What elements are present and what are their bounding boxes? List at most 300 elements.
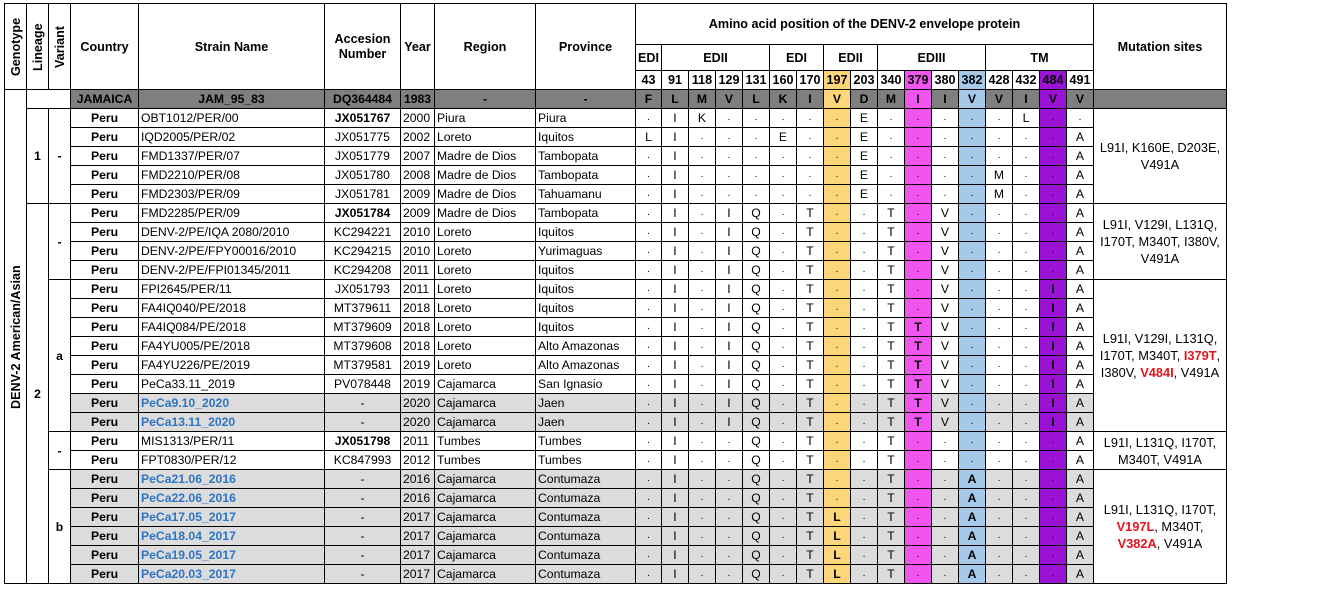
region-cell: Cajamarca bbox=[435, 508, 536, 527]
country-cell: Peru bbox=[71, 375, 139, 394]
aa-cell-91: I bbox=[662, 128, 689, 147]
aa-cell-118: K bbox=[689, 109, 716, 128]
strain-header: Strain Name bbox=[139, 4, 325, 90]
aa-cell-129: I bbox=[716, 318, 743, 337]
aa-cell-491: A bbox=[1067, 204, 1094, 223]
aa-cell-380: V bbox=[932, 242, 959, 261]
strain-cell: PeCa17.05_2017 bbox=[139, 508, 325, 527]
aa-cell-129: . bbox=[716, 185, 743, 204]
aa-cell-484: . bbox=[1040, 546, 1067, 565]
aa-cell-484: . bbox=[1040, 242, 1067, 261]
aa-cell-484: I bbox=[1040, 337, 1067, 356]
strain-cell: PeCa33.11_2019 bbox=[139, 375, 325, 394]
reference-aa-484: V bbox=[1040, 90, 1067, 109]
region-cell: Madre de Dios bbox=[435, 147, 536, 166]
aa-cell-432: . bbox=[1013, 470, 1040, 489]
aa-cell-432: . bbox=[1013, 489, 1040, 508]
aa-cell-43: L bbox=[636, 128, 662, 147]
strain-cell: MIS1313/PER/11 bbox=[139, 432, 325, 451]
domain-edi: EDI bbox=[770, 45, 824, 71]
aa-cell-129: I bbox=[716, 394, 743, 413]
aa-cell-428: . bbox=[986, 109, 1013, 128]
aa-cell-340: T bbox=[878, 565, 905, 584]
province-cell: Iquitos bbox=[536, 280, 636, 299]
genotype-header: Genotype bbox=[5, 4, 27, 90]
strain-cell: PeCa22.06_2016 bbox=[139, 489, 325, 508]
strain-cell: FMD1337/PER/07 bbox=[139, 147, 325, 166]
aa-cell-379: . bbox=[905, 470, 932, 489]
aa-cell-131: . bbox=[743, 147, 770, 166]
aa-cell-91: I bbox=[662, 223, 689, 242]
aa-cell-428: . bbox=[986, 508, 1013, 527]
country-cell: Peru bbox=[71, 280, 139, 299]
aa-cell-91: I bbox=[662, 242, 689, 261]
aa-cell-129: . bbox=[716, 128, 743, 147]
aa-cell-43: . bbox=[636, 394, 662, 413]
lineage-cell: 2 bbox=[27, 204, 49, 584]
aa-cell-203: . bbox=[851, 565, 878, 584]
aa-cell-170: T bbox=[797, 242, 824, 261]
year-cell: 2017 bbox=[401, 527, 435, 546]
aa-cell-340: T bbox=[878, 508, 905, 527]
region-cell: Piura bbox=[435, 109, 536, 128]
aa-cell-203: . bbox=[851, 223, 878, 242]
aa-cell-491: A bbox=[1067, 261, 1094, 280]
aa-cell-129: . bbox=[716, 489, 743, 508]
aa-cell-484: I bbox=[1040, 413, 1067, 432]
aa-cell-43: . bbox=[636, 337, 662, 356]
table-row bbox=[5, 337, 1227, 356]
aa-cell-340: . bbox=[878, 166, 905, 185]
aa-cell-203: . bbox=[851, 489, 878, 508]
aa-cell-197: . bbox=[824, 337, 851, 356]
year-cell: 2011 bbox=[401, 280, 435, 299]
aa-cell-203: . bbox=[851, 299, 878, 318]
aa-cell-382: A bbox=[959, 527, 986, 546]
aa-cell-491: A bbox=[1067, 147, 1094, 166]
aa-cell-118: . bbox=[689, 489, 716, 508]
aa-cell-340: T bbox=[878, 242, 905, 261]
aa-cell-428: . bbox=[986, 432, 1013, 451]
accession-cell: JX051767 bbox=[325, 109, 401, 128]
table-row bbox=[5, 565, 1227, 584]
country-cell: Peru bbox=[71, 109, 139, 128]
aa-cell-491: A bbox=[1067, 280, 1094, 299]
table-row bbox=[5, 546, 1227, 565]
aa-cell-203: . bbox=[851, 261, 878, 280]
province-cell: Contumaza bbox=[536, 470, 636, 489]
province-cell: Iquitos bbox=[536, 128, 636, 147]
aa-cell-131: Q bbox=[743, 204, 770, 223]
aa-cell-43: . bbox=[636, 565, 662, 584]
lineage-cell: 1 bbox=[27, 109, 49, 204]
aa-cell-340: T bbox=[878, 527, 905, 546]
province-cell: Contumaza bbox=[536, 565, 636, 584]
aa-cell-170: T bbox=[797, 527, 824, 546]
aa-cell-129: I bbox=[716, 413, 743, 432]
aa-cell-160: . bbox=[770, 185, 797, 204]
reference-aa-380: I bbox=[932, 90, 959, 109]
aa-cell-131: Q bbox=[743, 261, 770, 280]
mutation-text: , M340T, bbox=[1154, 519, 1204, 534]
aa-cell-379: T bbox=[905, 318, 932, 337]
aa-cell-340: . bbox=[878, 109, 905, 128]
reference-aa-160: K bbox=[770, 90, 797, 109]
region-cell: Cajamarca bbox=[435, 470, 536, 489]
table-row bbox=[5, 508, 1227, 527]
accession-cell: - bbox=[325, 508, 401, 527]
aa-cell-428: . bbox=[986, 356, 1013, 375]
aa-cell-170: T bbox=[797, 565, 824, 584]
aa-cell-382: A bbox=[959, 565, 986, 584]
table-row bbox=[5, 204, 1227, 223]
aa-cell-203: E bbox=[851, 128, 878, 147]
province-cell: Alto Amazonas bbox=[536, 356, 636, 375]
province-cell: Tambopata bbox=[536, 204, 636, 223]
table-row bbox=[5, 413, 1227, 432]
country-cell: Peru bbox=[71, 166, 139, 185]
aa-cell-428: M bbox=[986, 166, 1013, 185]
domain-edii: EDII bbox=[824, 45, 878, 71]
aa-cell-43: . bbox=[636, 508, 662, 527]
aa-cell-380: . bbox=[932, 508, 959, 527]
mutation-sites-cell bbox=[1094, 280, 1227, 432]
aa-cell-491: A bbox=[1067, 185, 1094, 204]
aa-cell-380: . bbox=[932, 470, 959, 489]
table-row bbox=[5, 147, 1227, 166]
region-cell: Madre de Dios bbox=[435, 204, 536, 223]
aa-cell-203: . bbox=[851, 337, 878, 356]
aa-cell-432: . bbox=[1013, 565, 1040, 584]
aa-cell-197: L bbox=[824, 527, 851, 546]
reference-strain: JAM_95_83 bbox=[139, 90, 325, 109]
aa-cell-43: . bbox=[636, 223, 662, 242]
aa-cell-340: T bbox=[878, 280, 905, 299]
aa-cell-170: T bbox=[797, 299, 824, 318]
country-cell: Peru bbox=[71, 299, 139, 318]
table-row bbox=[5, 261, 1227, 280]
country-cell: Peru bbox=[71, 147, 139, 166]
table-row bbox=[5, 280, 1227, 299]
aa-cell-170: T bbox=[797, 318, 824, 337]
reference-accession: DQ364484 bbox=[325, 90, 401, 109]
aa-cell-379: T bbox=[905, 337, 932, 356]
accession-cell: PV078448 bbox=[325, 375, 401, 394]
aa-cell-203: E bbox=[851, 185, 878, 204]
aa-cell-380: . bbox=[932, 451, 959, 470]
aa-cell-43: . bbox=[636, 432, 662, 451]
province-cell: Piura bbox=[536, 109, 636, 128]
aa-cell-160: . bbox=[770, 527, 797, 546]
year-cell: 2009 bbox=[401, 185, 435, 204]
reference-aa-129: V bbox=[716, 90, 743, 109]
region-cell: Loreto bbox=[435, 299, 536, 318]
aa-cell-484: . bbox=[1040, 128, 1067, 147]
aa-cell-160: . bbox=[770, 299, 797, 318]
province-cell: Tumbes bbox=[536, 432, 636, 451]
aa-cell-484: . bbox=[1040, 261, 1067, 280]
aa-cell-484: . bbox=[1040, 147, 1067, 166]
aa-cell-91: I bbox=[662, 280, 689, 299]
aa-cell-379: T bbox=[905, 356, 932, 375]
aa-cell-382: . bbox=[959, 375, 986, 394]
strain-cell: FPT0830/PER/12 bbox=[139, 451, 325, 470]
country-cell: Peru bbox=[71, 356, 139, 375]
aa-cell-160: . bbox=[770, 242, 797, 261]
aa-cell-484: . bbox=[1040, 432, 1067, 451]
aa-cell-118: . bbox=[689, 223, 716, 242]
lineage-header: Lineage bbox=[27, 4, 49, 90]
aa-cell-91: I bbox=[662, 299, 689, 318]
strain-cell: FA4YU226/PE/2019 bbox=[139, 356, 325, 375]
aa-cell-160: . bbox=[770, 565, 797, 584]
table-row bbox=[5, 432, 1227, 451]
mutation-text: L91I, L131Q, I170T, M340T, V491A bbox=[1103, 434, 1217, 467]
aa-cell-197: . bbox=[824, 128, 851, 147]
aa-cell-91: I bbox=[662, 185, 689, 204]
table-row bbox=[5, 242, 1227, 261]
aa-cell-203: . bbox=[851, 318, 878, 337]
country-cell: Peru bbox=[71, 242, 139, 261]
year-cell: 2017 bbox=[401, 508, 435, 527]
year-cell: 2016 bbox=[401, 470, 435, 489]
aa-cell-160: . bbox=[770, 489, 797, 508]
table-row bbox=[5, 185, 1227, 204]
accession-cell: MT379608 bbox=[325, 337, 401, 356]
aa-cell-484: I bbox=[1040, 280, 1067, 299]
aa-cell-131: Q bbox=[743, 451, 770, 470]
aa-cell-491: A bbox=[1067, 527, 1094, 546]
accession-cell: KC294208 bbox=[325, 261, 401, 280]
aa-cell-428: . bbox=[986, 204, 1013, 223]
aa-cell-203: . bbox=[851, 242, 878, 261]
aa-cell-380: V bbox=[932, 299, 959, 318]
province-cell: Contumaza bbox=[536, 527, 636, 546]
aa-cell-380: V bbox=[932, 318, 959, 337]
accession-cell: - bbox=[325, 394, 401, 413]
domain-tm: TM bbox=[986, 45, 1094, 71]
aa-cell-118: . bbox=[689, 128, 716, 147]
aa-cell-340: T bbox=[878, 204, 905, 223]
position-203: 203 bbox=[851, 71, 878, 90]
province-cell: Tambopata bbox=[536, 166, 636, 185]
aa-cell-340: T bbox=[878, 489, 905, 508]
aa-cell-197: L bbox=[824, 546, 851, 565]
aa-cell-160: . bbox=[770, 204, 797, 223]
aa-cell-484: I bbox=[1040, 356, 1067, 375]
aa-cell-491: A bbox=[1067, 128, 1094, 147]
aa-cell-432: . bbox=[1013, 356, 1040, 375]
aa-cell-43: . bbox=[636, 109, 662, 128]
variant-cell: - bbox=[49, 109, 71, 204]
country-cell: Peru bbox=[71, 318, 139, 337]
aa-cell-432: . bbox=[1013, 413, 1040, 432]
aa-cell-170: T bbox=[797, 280, 824, 299]
aa-cell-382: . bbox=[959, 242, 986, 261]
aa-cell-129: . bbox=[716, 432, 743, 451]
aa-cell-160: . bbox=[770, 546, 797, 565]
aa-cell-197: . bbox=[824, 185, 851, 204]
region-cell: Cajamarca bbox=[435, 375, 536, 394]
aa-cell-491: A bbox=[1067, 337, 1094, 356]
aa-cell-382: . bbox=[959, 356, 986, 375]
country-header: Country bbox=[71, 4, 139, 90]
aa-cell-432: . bbox=[1013, 451, 1040, 470]
year-cell: 2010 bbox=[401, 242, 435, 261]
accession-cell: - bbox=[325, 546, 401, 565]
country-cell: Peru bbox=[71, 128, 139, 147]
aa-cell-432: . bbox=[1013, 166, 1040, 185]
table-row bbox=[5, 527, 1227, 546]
aa-cell-131: . bbox=[743, 185, 770, 204]
aa-cell-432: . bbox=[1013, 185, 1040, 204]
aa-cell-91: I bbox=[662, 318, 689, 337]
aa-cell-380: . bbox=[932, 546, 959, 565]
aa-cell-170: . bbox=[797, 147, 824, 166]
position-379: 379 bbox=[905, 71, 932, 90]
aa-cell-484: . bbox=[1040, 166, 1067, 185]
year-cell: 2000 bbox=[401, 109, 435, 128]
accession-cell: JX051781 bbox=[325, 185, 401, 204]
year-cell: 2011 bbox=[401, 432, 435, 451]
aa-cell-170: . bbox=[797, 185, 824, 204]
aa-cell-203: . bbox=[851, 451, 878, 470]
aa-cell-380: V bbox=[932, 394, 959, 413]
region-cell: Cajamarca bbox=[435, 394, 536, 413]
aa-cell-379: . bbox=[905, 261, 932, 280]
province-header: Province bbox=[536, 4, 636, 90]
aa-cell-382: . bbox=[959, 109, 986, 128]
strain-cell: FMD2303/PER/09 bbox=[139, 185, 325, 204]
mutation-text: , I380V, bbox=[1100, 348, 1221, 380]
year-cell: 2017 bbox=[401, 565, 435, 584]
aa-cell-379: . bbox=[905, 185, 932, 204]
aa-cell-379: . bbox=[905, 489, 932, 508]
province-cell: Contumaza bbox=[536, 546, 636, 565]
genotype-label: DENV-2 American/Asian bbox=[5, 90, 27, 584]
aa-cell-131: Q bbox=[743, 337, 770, 356]
aa-cell-340: . bbox=[878, 147, 905, 166]
aa-cell-380: . bbox=[932, 489, 959, 508]
aa-cell-432: . bbox=[1013, 375, 1040, 394]
aa-cell-131: Q bbox=[743, 375, 770, 394]
aa-cell-43: . bbox=[636, 451, 662, 470]
strain-cell: FMD2210/PER/08 bbox=[139, 166, 325, 185]
aa-cell-197: . bbox=[824, 242, 851, 261]
aa-cell-129: I bbox=[716, 223, 743, 242]
aa-cell-382: A bbox=[959, 470, 986, 489]
region-cell: Tumbes bbox=[435, 432, 536, 451]
domain-ediii: EDIII bbox=[878, 45, 986, 71]
aa-cell-160: . bbox=[770, 470, 797, 489]
aa-cell-491: A bbox=[1067, 166, 1094, 185]
region-cell: Cajamarca bbox=[435, 546, 536, 565]
table-row bbox=[5, 223, 1227, 242]
aa-cell-491: A bbox=[1067, 432, 1094, 451]
aa-cell-118: . bbox=[689, 470, 716, 489]
aa-cell-197: . bbox=[824, 470, 851, 489]
reference-region: - bbox=[435, 90, 536, 109]
aa-cell-129: I bbox=[716, 299, 743, 318]
region-cell: Cajamarca bbox=[435, 565, 536, 584]
aa-cell-203: . bbox=[851, 470, 878, 489]
aa-cell-160: . bbox=[770, 318, 797, 337]
aa-cell-170: T bbox=[797, 451, 824, 470]
province-cell: San Ignasio bbox=[536, 375, 636, 394]
aa-cell-380: V bbox=[932, 375, 959, 394]
aa-cell-118: . bbox=[689, 185, 716, 204]
aa-cell-43: . bbox=[636, 413, 662, 432]
region-cell: Madre de Dios bbox=[435, 185, 536, 204]
mutation-sites-cell bbox=[1094, 109, 1227, 204]
aa-cell-484: . bbox=[1040, 223, 1067, 242]
aa-cell-379: . bbox=[905, 128, 932, 147]
position-382: 382 bbox=[959, 71, 986, 90]
aa-cell-129: I bbox=[716, 375, 743, 394]
year-cell: 2011 bbox=[401, 261, 435, 280]
country-cell: Peru bbox=[71, 223, 139, 242]
accession-cell: JX051775 bbox=[325, 128, 401, 147]
aa-cell-428: . bbox=[986, 546, 1013, 565]
aa-cell-428: . bbox=[986, 565, 1013, 584]
strain-cell: OBT1012/PER/00 bbox=[139, 109, 325, 128]
aa-cell-91: I bbox=[662, 565, 689, 584]
aa-cell-129: . bbox=[716, 451, 743, 470]
aa-cell-432: . bbox=[1013, 318, 1040, 337]
highlighted-mutation: I379T bbox=[1183, 348, 1217, 363]
aa-cell-170: T bbox=[797, 413, 824, 432]
reference-aa-340: M bbox=[878, 90, 905, 109]
strain-cell: FMD2285/PER/09 bbox=[139, 204, 325, 223]
aa-cell-131: . bbox=[743, 128, 770, 147]
strain-cell: PeCa18.04_2017 bbox=[139, 527, 325, 546]
domain-edi: EDI bbox=[636, 45, 662, 71]
aa-cell-91: I bbox=[662, 394, 689, 413]
aa-cell-491: A bbox=[1067, 565, 1094, 584]
aa-cell-129: I bbox=[716, 356, 743, 375]
table-row bbox=[5, 299, 1227, 318]
aa-cell-484: . bbox=[1040, 204, 1067, 223]
region-header: Region bbox=[435, 4, 536, 90]
accession-header: Accesion Number bbox=[325, 4, 401, 90]
aa-cell-484: . bbox=[1040, 489, 1067, 508]
aa-cell-160: . bbox=[770, 375, 797, 394]
aa-cell-118: . bbox=[689, 337, 716, 356]
region-cell: Loreto bbox=[435, 223, 536, 242]
position-484: 484 bbox=[1040, 71, 1067, 90]
strain-cell: PeCa20.03_2017 bbox=[139, 565, 325, 584]
aa-cell-131: Q bbox=[743, 527, 770, 546]
aa-cell-118: . bbox=[689, 147, 716, 166]
table-row bbox=[5, 394, 1227, 413]
mutation-text: L91I, L131Q, I170T, bbox=[1103, 502, 1217, 517]
region-cell: Cajamarca bbox=[435, 527, 536, 546]
aa-cell-203: . bbox=[851, 394, 878, 413]
position-380: 380 bbox=[932, 71, 959, 90]
aa-cell-428: M bbox=[986, 185, 1013, 204]
aa-cell-131: Q bbox=[743, 356, 770, 375]
province-cell: Tambopata bbox=[536, 147, 636, 166]
strain-cell: PeCa9.10_2020 bbox=[139, 394, 325, 413]
aa-cell-129: I bbox=[716, 204, 743, 223]
aa-cell-382: A bbox=[959, 489, 986, 508]
aa-cell-118: . bbox=[689, 166, 716, 185]
aa-cell-131: Q bbox=[743, 489, 770, 508]
aa-cell-203: . bbox=[851, 280, 878, 299]
aa-cell-43: . bbox=[636, 489, 662, 508]
accession-cell: JX051780 bbox=[325, 166, 401, 185]
reference-aa-91: L bbox=[662, 90, 689, 109]
